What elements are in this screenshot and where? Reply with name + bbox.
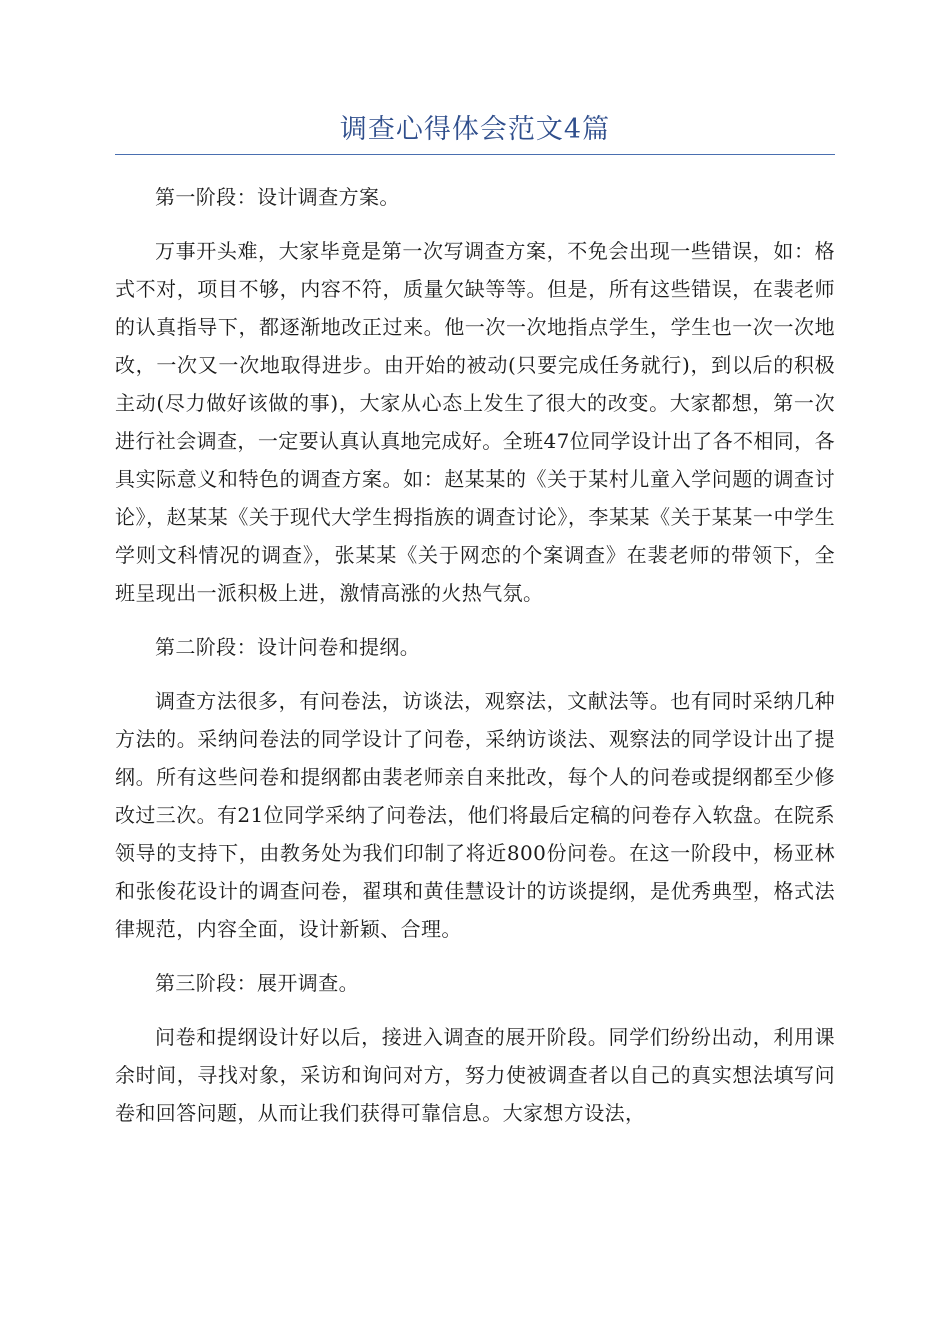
- document-body: [115, 170, 835, 1148]
- document-title: 调查心得体会范文4篇: [339, 114, 611, 145]
- section-paragraph-3: 问卷和提纲设计好以后，接进入调查的展开阶段。同学们纷纷出动，利用课余时间，寻找对象，采访和询问对方，努力使被调查者以自己的真实想法填写问卷和回答问题，从而让我们获得可靠信息。大家想方设法，: [115, 1025, 835, 1125]
- title-underline: [115, 154, 835, 155]
- section-heading-2: 第二阶段：设计问卷和提纲。: [155, 635, 421, 659]
- section-paragraph-2: 调查方法很多，有问卷法，访谈法，观察法，文献法等。也有同时采纳几种方法的。采纳问卷法的同学设计了问卷，采纳访谈法、观察法的同学设计出了提纲。所有这些问卷和提纲都由裴老师亲自来批改，每个人的问卷或提纲都至少修改过三次。有21位同学采纳了问卷法，他们将最后定稿的问卷存入软盘。在院系领导的支持下，由教务处为我们印制了将近800份问卷。在这一阶段中，杨亚林和张俊花设计的调查问卷，翟琪和黄佳慧设计的访谈提纲，是优秀典型，格式法律规范，内容全面，设计新颖、合理。: [115, 689, 835, 941]
- section-heading-1: 第一阶段：设计调查方案。: [155, 185, 400, 209]
- section-paragraph-1: 万事开头难，大家毕竟是第一次写调查方案，不免会出现一些错误，如：格式不对，项目不够，内容不符，质量欠缺等等。但是，所有这些错误，在裴老师的认真指导下，都逐渐地改正过来。他一次一次地指点学生，学生也一次一次地改，一次又一次地取得进步。由开始的被动(只要完成任务就行)，到以后的积极主动(尽力做好该做的事)，大家从心态上发生了很大的改变。大家都想，第一次进行社会调查，一定要认真认真地完成好。全班47位同学设计出了各不相同，各具实际意义和特色的调查方案。如：赵某某的《关于某村儿童入学问题的调查讨论》，赵某某《关于现代大学生拇指族的调查讨论》，李某某《关于某某一中学生学则文科情况的调查》，张某某《关于网恋的个案调查》在裴老师的带领下，全班呈现出一派积极上进，激情高涨的火热气氛。: [115, 239, 835, 605]
- section-heading-3: 第三阶段：展开调查。: [155, 971, 359, 995]
